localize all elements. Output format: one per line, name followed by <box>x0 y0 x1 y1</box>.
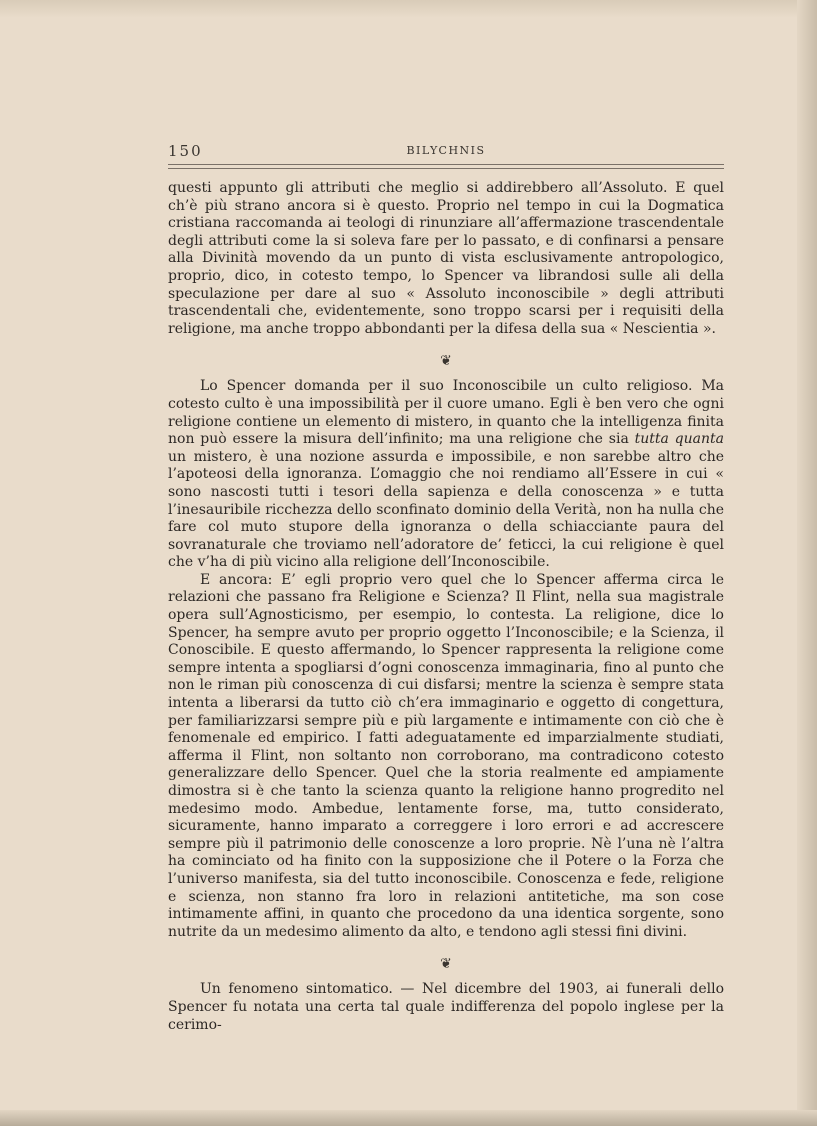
paragraph-2-italic: tutta quanta <box>634 431 724 448</box>
page-right-edge <box>797 0 817 1126</box>
paragraph-2-text-b: un mistero, è una nozione assurda e impossibile, e non sarebbe altro che l’apoteosi della ignoranza. L’omaggio che noi rendiamo all’Essere in cui « sono nascosti tutti i tesori della sapienza e della conoscenza » e tutta l’inesauribile ricchezza dello sconfinato dominio della Verità, non ha nulla che fare col muto stupore della ignoranza o della schiacciante paura del sovranaturale che troviamo nell’adoratore de’ feticci, la cui religione è quel che v’ha di più vicino alla religione dell’Inconoscibile. <box>168 448 724 571</box>
section-separator-1: ❦ <box>440 353 452 370</box>
section-separator-2: ❦ <box>440 956 452 973</box>
paragraph-3: E ancora: E’ egli proprio vero quel che lo Spencer afferma circa le relazioni che passano fra Religione e Scienza? Il Flint, nella sua magistrale opera sull’Agnosticismo, per esempio, lo contesta. La religione, dice lo Spencer, ha sempre avuto per proprio oggetto l’Inconoscibile; e la Scienza, il Conoscibile. E questo affermando, lo Spencer rappresenta la religione come sempre intenta a spogliarsi d’ogni conoscenza immaginaria, fino al punto che non le riman più conoscenza di cui disfarsi; mentre la scienza è sempre stata intenta a liberarsi da tutto ciò ch’era immaginario e oggetto di congettura, per familiarizzarsi sempre più e più largamente e intimamente con ciò che è fenomenale ed empirico. I fatti adeguatamente ed imparzialmente studiati, afferma il Flint, non soltanto non corroborano, ma contradicono cotesto generalizzare dello Spencer. Quel che la storia realmente ed ampiamente dimostra si è che tanto la scienza quanto la religione hanno progredito nel medesimo modo. Ambedue, lentamente forse, ma, tutto considerato, sicuramente, hanno imparato a correggere i loro errori e ad accrescere sempre più il patrimonio delle conoscenze a loro proprie. Nè l’una nè l’altra ha cominciato od ha finito con la supposizione che il Potere o la Forza che l’universo manifesta, sia del tutto inconoscibile. Conoscenza e fede, religione e scienza, non stanno fra loro in relazioni antitetiche, ma son cose intimamente affini, in quanto che procedono da una identica sorgente, sono nutrite da un medesimo alimento da alto, e tendono agli stessi fini divini. <box>168 571 724 940</box>
paragraph-1: questi appunto gli attributi che meglio si addirebbero all’Assoluto. E quel ch’è più strano ancora si è questo. Proprio nel tempo in cui la Dogmatica cristiana raccomanda ai teologi di rinunziare all’affermazione trascendentale degli attributi come la si soleva fare per lo passato, e di confinarsi a pensare alla Divinità movendo da un punto di vista esclusivamente antropologico, proprio, dico, in cotesto tempo, lo Spencer va librandosi sulle ali della speculazione per dare al suo « Assoluto inconoscibile » degli attributi trascendentali che, evidentemente, sono troppo scarsi per i requisiti della religione, ma anche troppo abbondanti per la difesa della sua « Nescientia ». <box>168 180 724 337</box>
journal-title: BILYCHNIS <box>406 144 486 157</box>
running-header <box>168 142 724 170</box>
page-number: 150 <box>168 142 203 160</box>
header-rule-upper <box>168 164 724 165</box>
article-body <box>168 180 724 1034</box>
paragraph-4: Un fenomeno sintomatico. — Nel dicembre del 1903, ai funerali dello Spencer fu notata una certa tal quale indifferenza del popolo inglese per la cerimo- <box>168 981 724 1033</box>
header-rule-lower <box>168 168 724 169</box>
page-bottom-edge <box>0 1110 817 1126</box>
paragraph-2-text-a: Lo Spencer domanda per il suo Inconoscibile un culto religioso. Ma cotesto culto è una impossibilità per il cuore umano. Egli è ben vero che ogni religione contiene un elemento di mistero, in quanto che la intelligenza finita non può essere la misura dell’infinito; ma una religione che sia <box>168 378 724 448</box>
page-top-edge <box>0 0 817 18</box>
paragraph-2 <box>168 378 724 572</box>
